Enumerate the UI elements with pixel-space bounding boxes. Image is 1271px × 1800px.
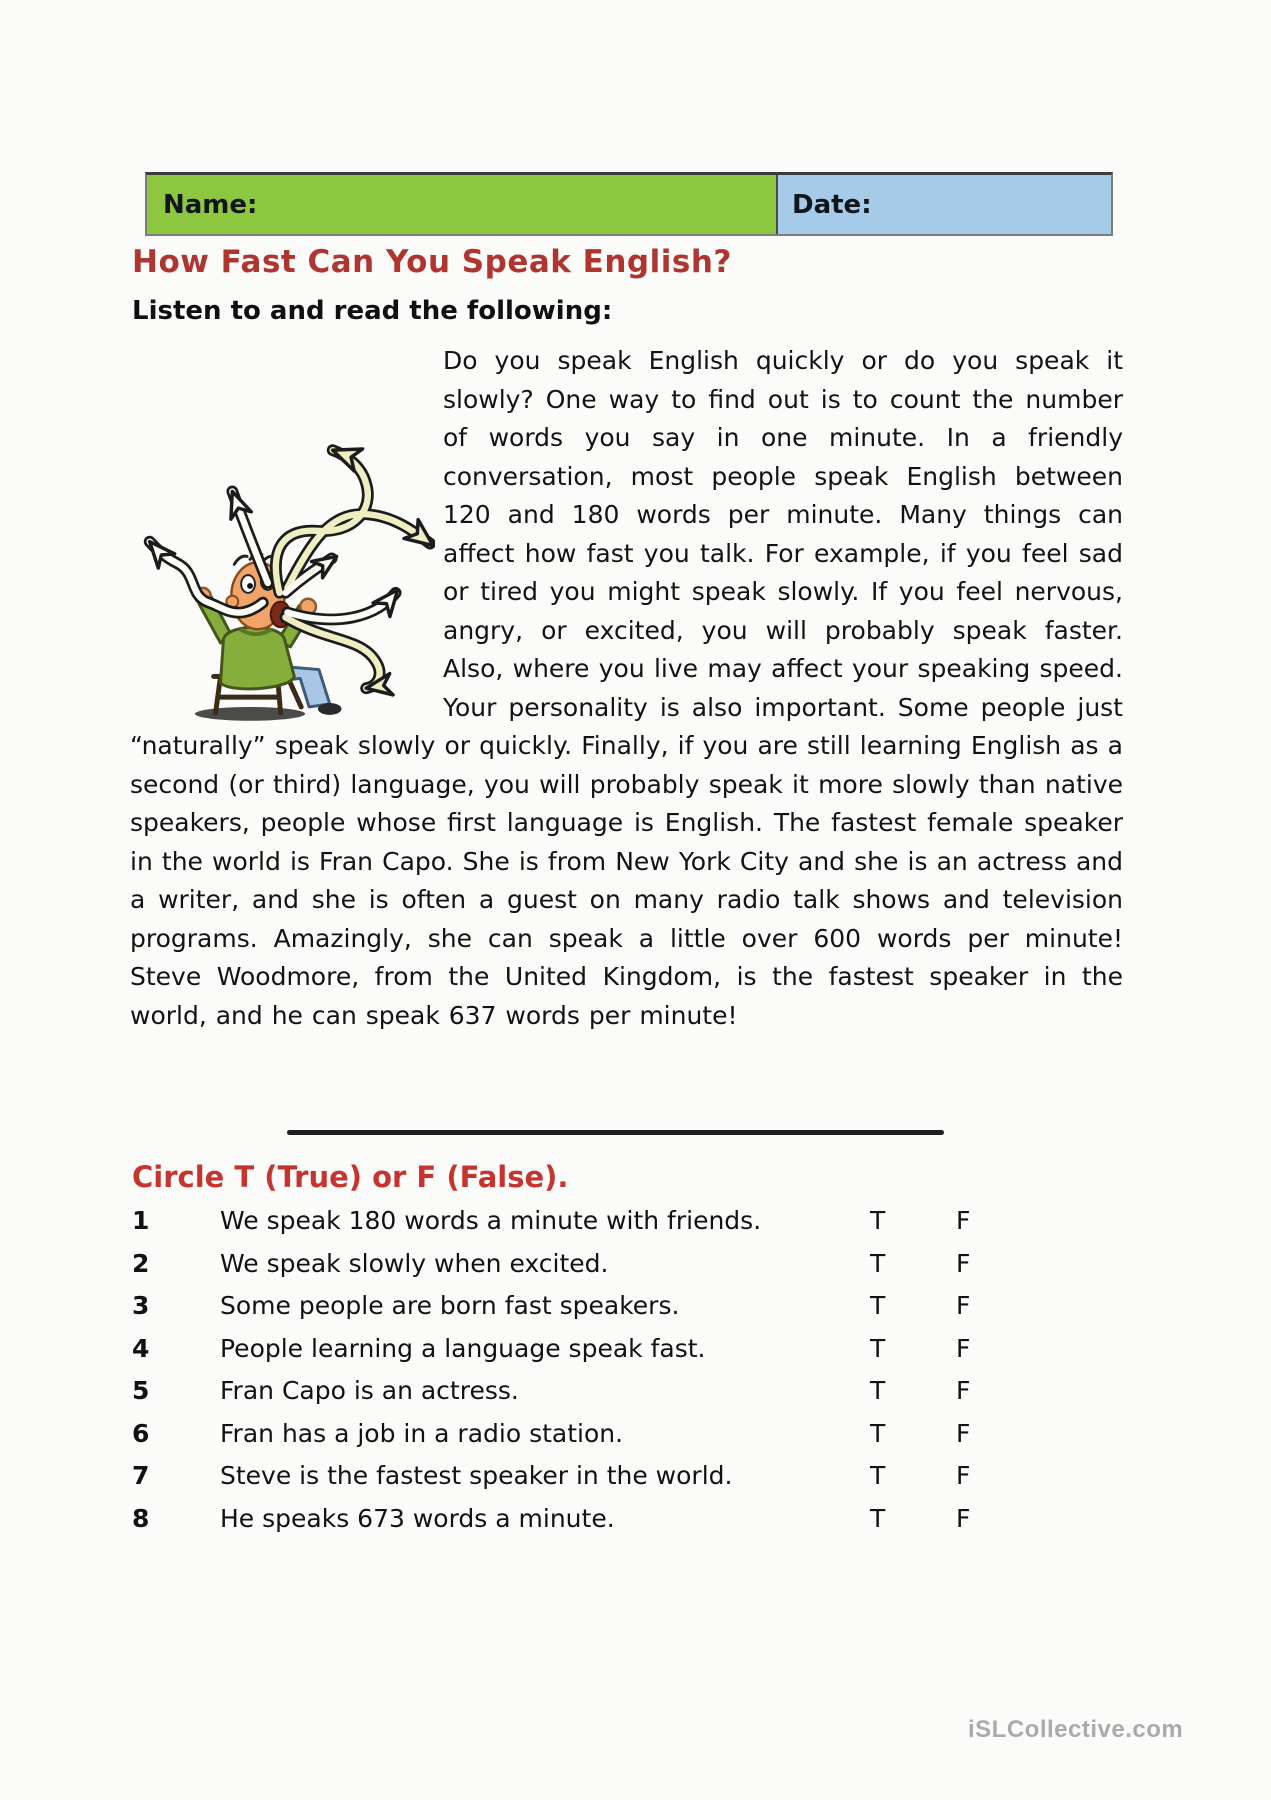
question-text: We speak slowly when excited. [220,1248,609,1278]
true-option[interactable]: T [870,1291,886,1320]
question-text: We speak 180 words a minute with friends. [220,1206,762,1235]
tf-question-row [132,1376,1132,1406]
false-option[interactable]: F [956,1418,971,1448]
true-option[interactable]: T [870,1333,886,1363]
question-number: 6 [132,1418,150,1448]
tf-question-row [132,1249,1132,1279]
question-number: 8 [132,1503,150,1533]
question-number: 3 [132,1291,150,1320]
question-text: Steve is the fastest speaker in the world. [220,1461,733,1490]
tf-question-row [132,1334,1132,1364]
name-cell [147,175,778,234]
tf-question-row [132,1504,1132,1534]
question-text: People learning a language speak fast. [220,1333,706,1363]
date-label: Date: [792,189,872,220]
true-option[interactable]: T [870,1418,886,1448]
question-number: 1 [132,1206,150,1235]
false-option[interactable]: F [956,1461,971,1490]
false-option[interactable]: F [956,1503,971,1533]
question-number: 2 [132,1248,150,1278]
question-text: Fran Capo is an actress. [220,1376,519,1405]
true-option[interactable]: T [870,1461,886,1490]
passage-instruction: Listen to and read the following: [132,296,613,326]
tf-question-row [132,1291,1132,1321]
date-input-area[interactable] [872,175,1111,234]
date-cell [778,175,1111,234]
true-option[interactable]: T [870,1376,886,1405]
question-text: Some people are born fast speakers. [220,1291,680,1320]
tf-question-list [132,1206,1132,1546]
true-option[interactable]: T [870,1248,886,1278]
false-option[interactable]: F [956,1333,971,1363]
question-number: 5 [132,1376,150,1405]
reading-passage-text: Do you speak English quickly or do you speak it slowly? One way to find out is to count the number of words you say in one minute. In a friendly conversation, most people speak English between 120 and 180 words per minute. Many things can affect how fast you talk. For example, if you feel sad or tired you might speak slowly. If you feel nervous, angry, or excited, you will probably speak faster. Also, where you live may affect your speaking speed. Your personality is also important. Some people just “naturally” speak slowly or quickly. Finally, if you are still learning English as a second (or third) language, you will probably speak it more slowly than native speakers, people whose first language is English. The fastest female speaker in the world is Fran Capo. She is from New York City and she is an actress and a writer, and she is often a guest on many radio talk shows and television programs. Amazingly, she can speak a little over 600 words per minute! Steve Woodmore, from the United Kingdom, is the fastest speaker in the world, and he can speak 637 words per minute! [130,346,1123,1030]
true-option[interactable]: T [870,1206,886,1235]
name-input-area[interactable] [257,175,776,234]
tf-question-row [132,1206,1132,1236]
section-divider [287,1130,944,1135]
tf-question-row [132,1461,1132,1491]
question-number: 4 [132,1333,150,1363]
question-text: He speaks 673 words a minute. [220,1503,615,1533]
false-option[interactable]: F [956,1291,971,1320]
reading-passage-section [130,342,1123,1035]
false-option[interactable]: F [956,1248,971,1278]
false-option[interactable]: F [956,1376,971,1405]
question-number: 7 [132,1461,150,1490]
name-label: Name: [163,189,258,220]
tf-question-row [132,1419,1132,1449]
confused-speaker-illustration [130,381,435,721]
tf-section-heading: Circle T (True) or F (False). [132,1160,569,1194]
speech-arrows-cartoon [130,381,435,721]
islcollective-watermark: iSLCollective.com [968,1716,1184,1743]
false-option[interactable]: F [956,1206,971,1235]
true-option[interactable]: T [870,1503,886,1533]
name-date-bar [145,172,1113,236]
page-title: How Fast Can You Speak English? [132,244,732,280]
question-text: Fran has a job in a radio station. [220,1418,624,1448]
